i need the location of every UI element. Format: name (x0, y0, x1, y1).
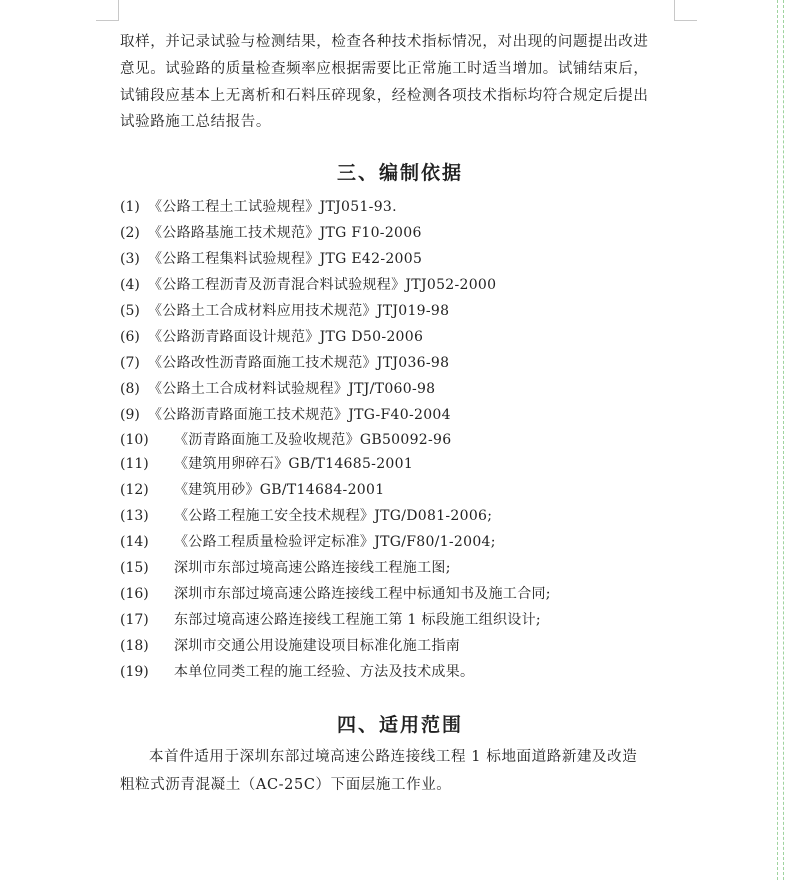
list-item (120, 609, 541, 631)
list-item-text: 东部过境高速公路连接线工程施工第 1 标段施工组织设计; (174, 612, 541, 628)
list-item (120, 352, 449, 374)
list-item (120, 429, 451, 451)
intro-paragraph-line: 试验路施工总结报告。 (120, 114, 271, 130)
list-item-text: 《公路工程沥青及沥青混合料试验规程》JTJ052-2000 (148, 277, 497, 293)
list-item-text: 《建筑用砂》GB/T14684-2001 (174, 482, 385, 498)
list-item-text: 深圳市交通公用设施建设项目标准化施工指南 (174, 638, 460, 654)
list-item (120, 531, 496, 553)
list-item (120, 404, 451, 426)
margin-corner-mark-left (96, 0, 119, 21)
intro-paragraph-line: 取样，并记录试验与检测结果，检查各种技术指标情况，对出现的问题提出改进 (120, 34, 649, 50)
list-item (120, 479, 384, 501)
section-heading-scope: 四、适用范围 (336, 714, 463, 736)
list-item (120, 326, 423, 348)
scope-paragraph-line: 本首件适用于深圳东部过境高速公路连接线工程 1 标地面道路新建及改造 (149, 749, 638, 765)
list-item-number: (9) (120, 407, 140, 423)
list-item-number: (4) (120, 277, 140, 293)
list-item-text: 《建筑用卵碎石》GB/T14685-2001 (174, 456, 414, 472)
list-item-text: 《公路工程集料试验规程》JTG E42-2005 (148, 251, 423, 267)
list-item (120, 661, 474, 683)
list-item-text: 《公路路基施工技术规范》JTG F10-2006 (148, 225, 422, 241)
page-edge-guide (783, 0, 784, 880)
list-item-text: 《公路沥青路面施工技术规范》JTG-F40-2004 (148, 407, 451, 423)
section-heading-basis: 三、编制依据 (336, 162, 463, 184)
list-item (120, 196, 397, 218)
list-item-text: 本单位同类工程的施工经验、方法及技术成果。 (174, 664, 475, 680)
list-item-number: (5) (120, 303, 140, 319)
list-item (120, 274, 496, 296)
list-item-text: 《公路改性沥青路面施工技术规范》JTJ036-98 (148, 355, 450, 371)
list-item (120, 222, 422, 244)
page-edge-guide (777, 0, 778, 880)
margin-corner-mark-right (674, 0, 697, 21)
list-item-number: (11) (120, 456, 149, 472)
list-item-number: (10) (120, 432, 149, 448)
list-item (120, 505, 492, 527)
list-item (120, 453, 413, 475)
list-item-number: (15) (120, 560, 149, 576)
intro-paragraph-line: 意见。试验路的质量检查频率应根据需要比正常施工时适当增加。试铺结束后， (120, 61, 649, 77)
list-item-number: (14) (120, 534, 149, 550)
list-item (120, 583, 551, 605)
list-item (120, 378, 435, 400)
list-item-number: (6) (120, 329, 140, 345)
list-item-text: 《公路工程施工安全技术规程》JTG/D081-2006; (174, 508, 493, 524)
list-item-number: (16) (120, 586, 149, 602)
list-item-number: (8) (120, 381, 140, 397)
list-item-number: (2) (120, 225, 140, 241)
intro-paragraph-line: 试铺段应基本上无离析和石料压碎现象，经检测各项技术指标均符合规定后提出 (120, 88, 649, 104)
list-item-text: 《公路土工合成材料应用技术规范》JTJ019-98 (148, 303, 450, 319)
list-item (120, 635, 460, 657)
list-item-text: 《公路沥青路面设计规范》JTG D50-2006 (148, 329, 424, 345)
list-item-text: 《公路工程质量检验评定标准》JTG/F80/1-2004; (174, 534, 496, 550)
list-item (120, 248, 422, 270)
list-item-number: (19) (120, 664, 149, 680)
list-item-text: 深圳市东部过境高速公路连接线工程中标通知书及施工合同; (174, 586, 551, 602)
scope-paragraph-line: 粗粒式沥青混凝土（AC-25C）下面层施工作业。 (120, 777, 452, 793)
list-item-text: 深圳市东部过境高速公路连接线工程施工图; (174, 560, 451, 576)
list-item-number: (1) (120, 199, 140, 215)
list-item-number: (17) (120, 612, 149, 628)
list-item-number: (13) (120, 508, 149, 524)
list-item-number: (7) (120, 355, 140, 371)
list-item (120, 300, 449, 322)
list-item-number: (18) (120, 638, 149, 654)
list-item-text: 《公路工程土工试验规程》JTJ051-93. (148, 199, 397, 215)
list-item-text: 《沥青路面施工及验收规范》GB50092-96 (174, 432, 452, 448)
list-item (120, 557, 451, 579)
list-item-text: 《公路土工合成材料试验规程》JTJ/T060-98 (148, 381, 436, 397)
list-item-number: (12) (120, 482, 149, 498)
list-item-number: (3) (120, 251, 140, 267)
